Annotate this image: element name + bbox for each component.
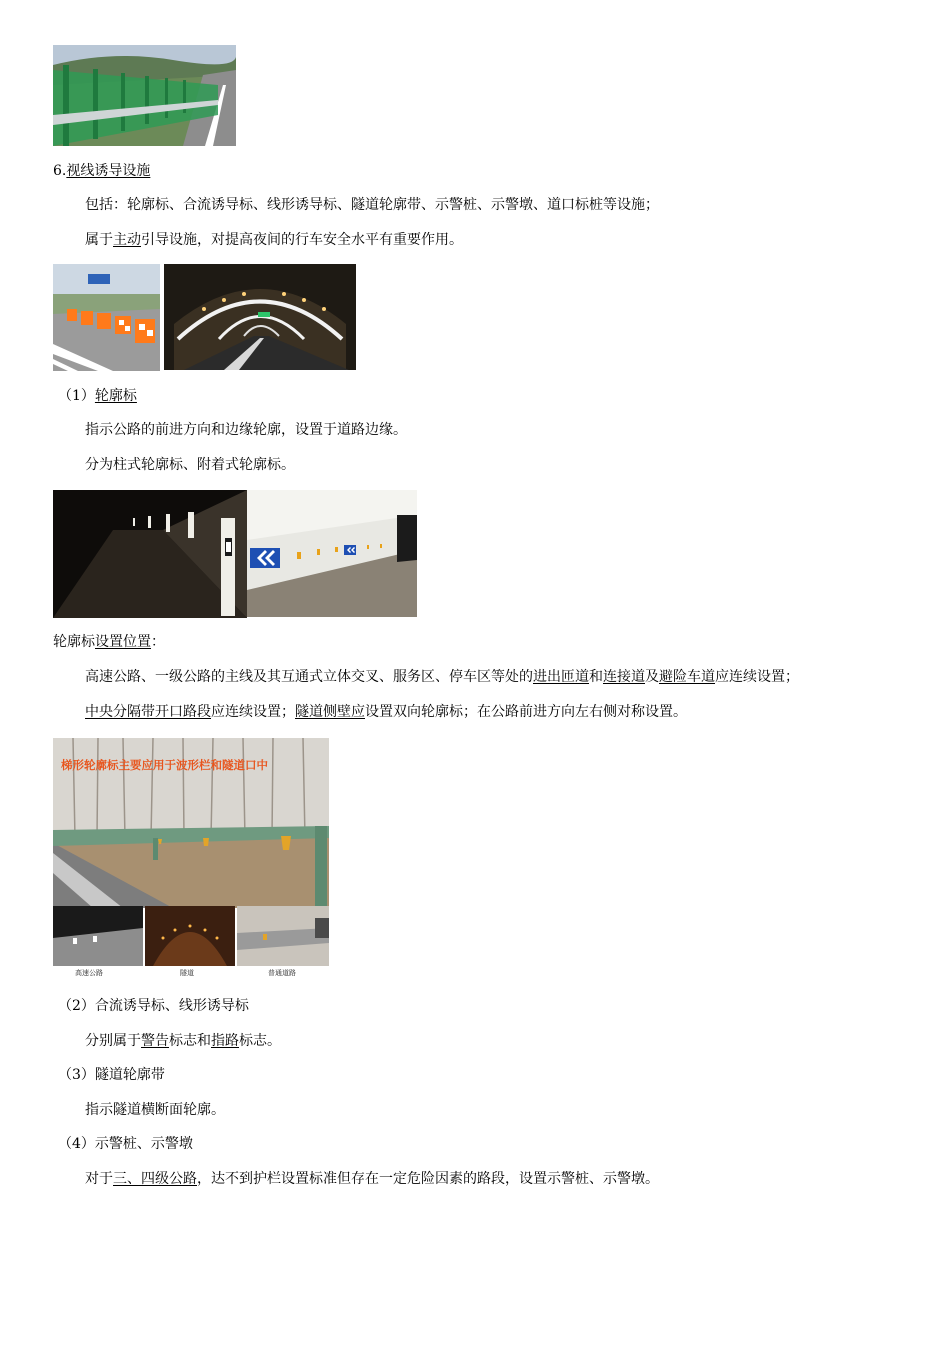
caption-ordinary-road: 普通道路 <box>268 969 296 977</box>
underlined-term: 隧道侧壁应 <box>295 704 365 720</box>
text: ，达不到护栏设置标准但存在一定危险因素的路段，设置示警桩、示警墩。 <box>197 1171 659 1187</box>
paragraph-outline-types: 分为柱式轮廓标、附着式轮廓标。 <box>85 457 295 473</box>
text: 应连续设置； <box>715 669 799 685</box>
text: 分别属于 <box>85 1033 141 1049</box>
text: 应连续设置； <box>211 704 295 720</box>
section-2-heading: （2）合流诱导标、线形诱导标 <box>58 998 249 1014</box>
section-title: 轮廓标 <box>94 388 137 404</box>
text: 引导设施，对提高夜间的行车安全水平有重要作用。 <box>141 232 463 248</box>
text: 轮廓标 <box>53 634 95 650</box>
paragraph-includes: 包括：轮廓标、合流诱导标、线形诱导标、隧道轮廓带、示警桩、示警墩、道口标桩等设施； <box>85 197 659 213</box>
section-6-heading <box>53 162 150 180</box>
text: 及 <box>645 669 659 685</box>
text: 标志。 <box>239 1033 281 1049</box>
text: 高速公路、一级公路的主线及其互通式立体交叉、服务区、停车区等处的 <box>85 669 533 685</box>
banner-title: 梯形轮廓标主要应用于波形栏和隧道口中 <box>61 758 268 772</box>
section-3-heading: （3）隧道轮廓带 <box>58 1067 165 1083</box>
section-6-title: 视线诱导设施 <box>66 163 151 179</box>
underlined-term: 主动 <box>113 232 141 248</box>
text: 标志和 <box>169 1033 211 1049</box>
section-4-heading: （4）示警桩、示警墩 <box>58 1136 193 1152</box>
paragraph-section-4 <box>85 1170 659 1188</box>
underlined-term: 连接道 <box>603 669 645 685</box>
trapezoid-delineator-photo <box>53 738 329 979</box>
underlined-term: 指路 <box>211 1033 239 1049</box>
underlined-term: 中央分隔带开口路段 <box>85 704 211 720</box>
tunnel-night-photo <box>164 264 356 370</box>
underlined-term: 警告 <box>141 1033 169 1049</box>
paragraph-outline-purpose: 指示公路的前进方向和边缘轮廓，设置于道路边缘。 <box>85 422 407 438</box>
text: 属于 <box>85 232 113 248</box>
attached-delineator-photo <box>247 490 417 617</box>
text: ： <box>151 634 165 650</box>
paragraph-location-2 <box>85 703 687 721</box>
post-delineator-photo <box>53 490 247 618</box>
underlined-term: 避险车道 <box>659 669 715 685</box>
paragraph-section-2 <box>85 1032 281 1050</box>
paragraph-location-1 <box>85 668 799 686</box>
caption-tunnel: 隧道 <box>180 969 194 977</box>
highway-fence-photo <box>53 45 236 146</box>
underlined-term: 进出匝道 <box>533 669 589 685</box>
underlined-term: 三、四级公路 <box>113 1171 197 1187</box>
paragraph-active-guidance <box>85 231 463 249</box>
text: 和 <box>589 669 603 685</box>
underlined-term: 设置位置 <box>95 634 151 650</box>
paragraph-section-3: 指示隧道横断面轮廓。 <box>85 1102 225 1118</box>
section-number: （1） <box>58 388 95 404</box>
barrels-photo <box>53 264 160 371</box>
section-6-number: 6. <box>53 163 67 179</box>
text: 对于 <box>85 1171 113 1187</box>
text: 设置双向轮廓标；在公路前进方向左右侧对称设置。 <box>365 704 687 720</box>
caption-highway: 高速公路 <box>75 969 103 977</box>
section-1-heading <box>58 387 137 405</box>
location-heading <box>53 633 165 651</box>
